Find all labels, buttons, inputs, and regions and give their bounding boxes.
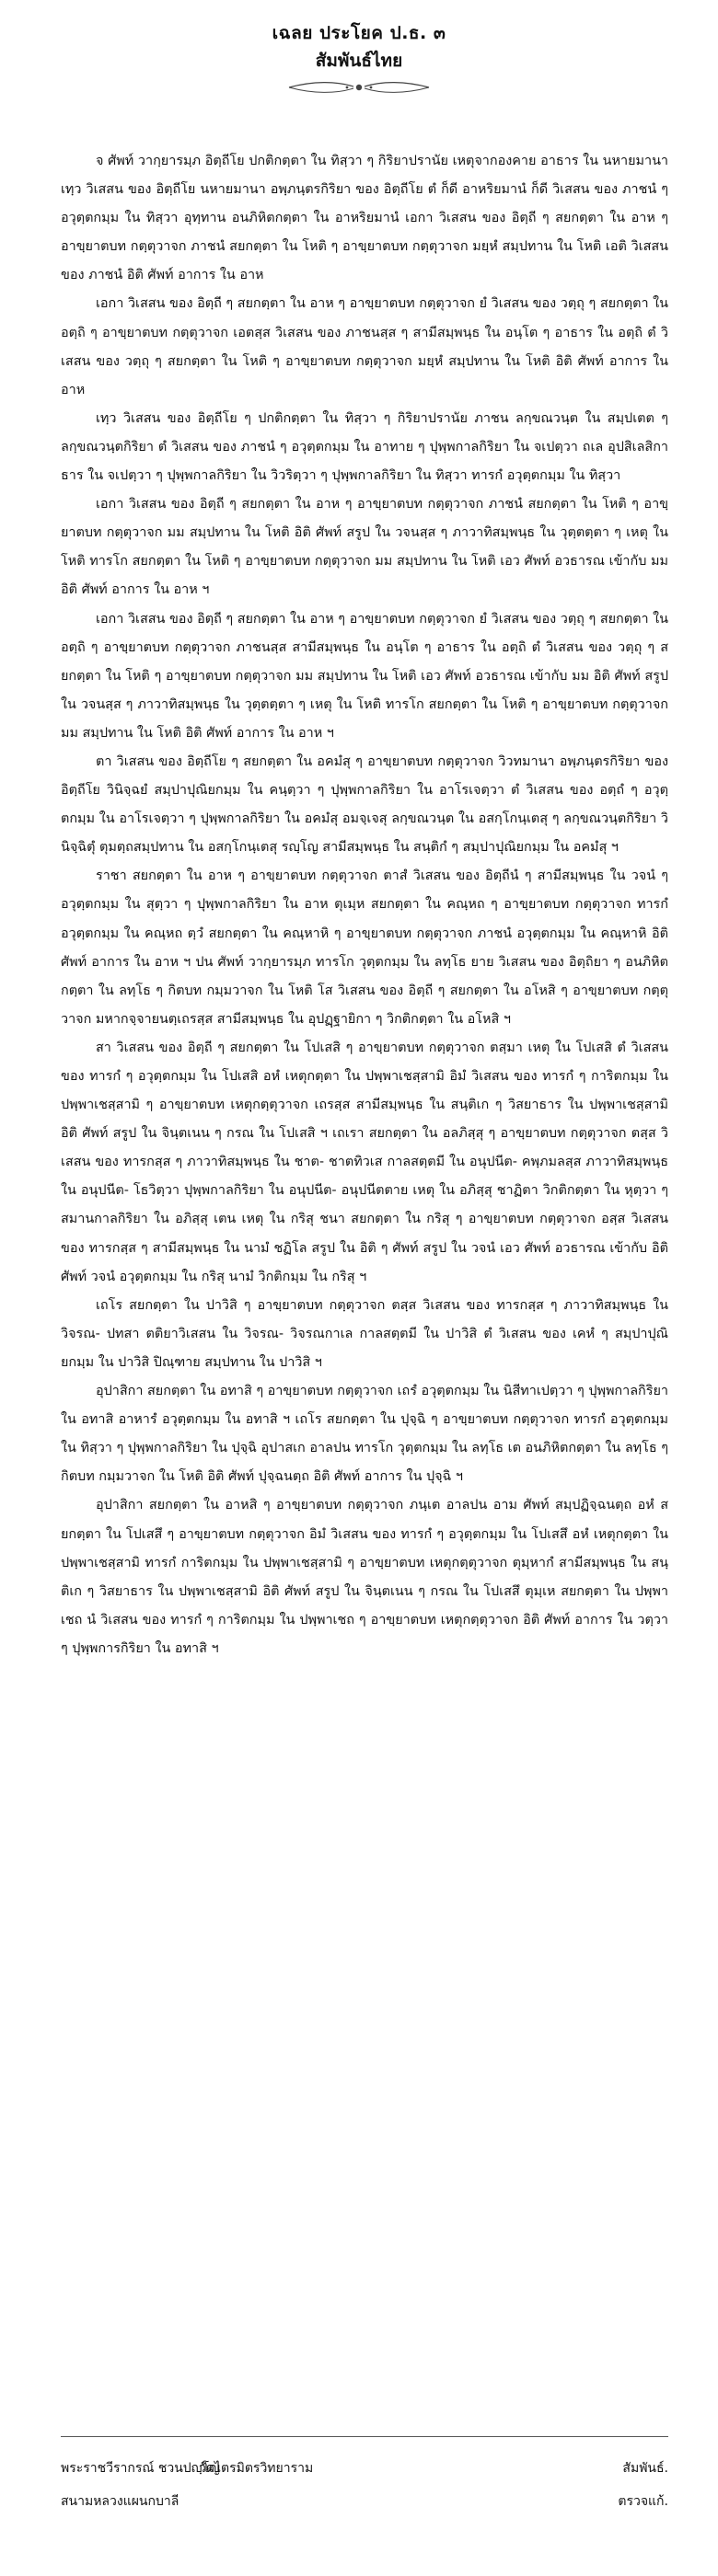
- page-title: เฉลย ประโยค ป.ธ. ๓: [272, 23, 446, 43]
- paragraph: เถโร สยกตฺตา ใน ปาวิสิ ๆ อาขฺยาตบท กตฺตุวาจก ตสฺส วิเสสน ของ ทารกสฺส ๆ ภาวาทิสมฺพนฺธ ใน วิจรณ- ปทสา ตติยาวิเสสน ใน วิจรณ- วิจรณกาเล กาลสตฺตมี ใน ปาวิสิ ตํ วิเสสน ของ เคหํ ๆ สมฺปาปุณิยกมฺม ใน ปาวิสิ ปิณฺฑาย สมฺปทาน ใน ปาวิสิ ฯ: [61, 1297, 668, 1370]
- paragraph: สา วิเสสน ของ อิตฺถี ๆ สยกตฺตา ใน โปเสสิ ๆ อาขฺยาตบท กตฺตุวาจก ตสฺมา เหตุ ใน โปเสสิ ตํ วิเสสน ของ ทารกํ ๆ อวุตฺตกมฺม ใน โปเสสิ อหํ เหตุกตฺตา ใน ปพฺพาเชสฺสามิ อิมํ วิเสสน ของ ทารกํ ๆ การิตกมฺม ใน ปพฺพาเชสฺสามิ ๆ อาขฺยาตบท เหตุกตฺตุวาจก เถรสฺส สามีสมฺพนฺธ ใน สนฺติเก ๆ วิสยาธาร ใน ปพฺพาเชสฺสามิ อิติ ศัพท์ สรูป ใน จินฺตเนน ๆ กรณ ใน โปเสสิ ฯ เถเรา สยกตฺตา ใน อลภิสฺสุ ๆ อาขฺยาตบท กตฺตุวาจก ตสฺส วิเสสน ของ ทารกสฺส ๆ ภาวาทิสมฺพนฺธ ใน ชาต- ชาตทิวเส กาลสตฺตมี ใน อนุปนีต- คพฺภมลสฺส ภาวาทิสมฺพนฺธ ใน อนุปนีต- โธวิตฺวา ปุพฺพกาลกิริยา ใน อนุปนีต- อนุปนีตตาย เหตุ ใน อภิสฺสุ ชาฏิตา วิกติกตฺตา ใน หุตฺวา ๆ สมานกาลกิริยา ใน อภิสฺสุ เตน เหตุ ใน กริสุ ชนา สยกตฺตา ใน กริสุ ๆ อาขฺยาตบท กตฺตุวาจก อสฺส วิเสสน ของ ทารกสฺส ๆ สามีสมฺพนฺธ ใน นามํ ชฏิโล สรูป ใน อิติ ๆ ศัพท์ สรูป ใน วจนํ เอว ศัพท์ อวธารณ เข้ากับ อิติ ศัพท์ วจนํ อวุตฺตกมฺม ใน กริสุ นามํ วิกติกมฺม ใน กริสุ ฯ: [61, 1040, 668, 1284]
- author-temple: วัดไตรมิตรวิทยาราม: [199, 2461, 314, 2476]
- footer-row-signature: [61, 2453, 668, 2486]
- document-footer: [61, 2453, 668, 2519]
- paragraph: ตา วิเสสน ของ อิตฺถีโย ๆ สยกตฺตา ใน อคมํสุ ๆ อาขฺยาตบท กตฺตุวาจก วิวทมานา อพฺภนฺตรกิริยา ของ อิตฺถีโย วินิจฺฉยํ สมฺปาปุณิยกมฺม ใน คนฺตฺวา ๆ ปุพฺพกาลกิริยา ใน อาโรเจตฺวา ตํ วิเสสน ของ อตฺถํ ๆ อวุตฺตกมฺม ใน อาโรเจตฺวา ๆ ปุพฺพกาลกิริยา ใน อคมํสุ อมจฺเจสุ ลกฺขณวนฺต ใน อสกฺโกนฺเตสุ ๆ ลกฺขณวนฺตกิริยา วินิจฺฉิตุํ ตุมตฺถสมฺปทาน ใน อสกฺโกนฺเตสุ รญฺโญ สามีสมฺพนฺธ ใน สนฺติกํ ๆ สมฺปาปุณิยกมฺม ใน อคมํสุ ฯ: [61, 753, 668, 856]
- author-name: พระราชวีรากรณ์ ชวนปญฺโญ: [61, 2461, 221, 2476]
- paragraph: จ ศัพท์ วากฺยารมฺภ อิตฺถีโย ปกติกตฺตา ใน ทิสฺวา ๆ กิริยาปรานัย เหตุจากองคาย อาธาร ใน นหายมานา เทฺว วิเสสน ของ อิตฺถีโย นหายมานา อพฺภนฺตรกิริยา ของ อิตฺถีโย ตํ ก็ดี อาหริยมานํ ก็ดี วิเสสน ของ ภาชนํ ๆ อวุตฺตกมฺม ใน ทิสฺวา อุทฺทาน อนภิหิตกตฺตา ใน อาหริยมานํ เอกา วิเสสน ของ อิตฺถี ๆ สยกตฺตา ใน อาห ๆ อาขฺยาตบท กตฺตุวาจก ภาชนํ สยกตฺตา ใน โหติ ๆ อาขฺยาตบท กตฺตุวาจก มยฺหํ สมฺปทาน ใน โหติ เอติ วิเสสน ของ ภาชนํ อิติ ศัพท์ อาการ ใน อาห: [61, 154, 668, 283]
- paragraph: เทฺว วิเสสน ของ อิตฺถีโย ๆ ปกติกตฺตา ใน ทิสฺวา ๆ กิริยาปรานัย ภาชน ลกฺขณวนฺต ใน สมฺปเตต ๆ ลกฺขณวนฺตกิริยา ตํ วิเสสน ของ ภาชนํ ๆ อวุตฺตกมฺม ใน อาทาย ๆ ปุพฺพกาลกิริยา ใน จเปตฺวา ถเล อุปสิเลสิกาธาร ใน จเปตฺวา ๆ ปุพฺพกาลกิริยา ใน วิวริตฺวา ๆ ปุพฺพกาลกิริยา ใน ทิสฺวา ทารกํ อวุตฺตกมฺม ใน ทิสฺวา: [61, 410, 668, 484]
- role-label-relation: สัมพันธ์.: [622, 2461, 668, 2476]
- document-body: [61, 147, 668, 1663]
- role-label-checked: ตรวจแก้.: [618, 2494, 668, 2509]
- paragraph: ราชา สยกตฺตา ใน อาห ๆ อาขฺยาตบท กตฺตุวาจก ตาสํ วิเสสน ของ อิตฺถีนํ ๆ สามีสมฺพนฺธ ใน วจนํ ๆ อวุตฺตกมฺม ใน สุตฺวา ๆ ปุพฺพกาลกิริยา ใน อาห ตุเมฺห สยกตฺตา ใน คณฺหถ ๆ อาขฺยาตบท กตฺตุวาจก ทารกํ อวุตฺตกมฺม ใน คณฺหถ ตฺวํ สยกตฺตา ใน คณฺหาหิ ๆ อาขฺยาตบท กตฺตุวาจก ภาชนํ อวุตฺตกมฺม ใน คณฺหาหิ อิติ ศัพท์ อาการ ใน อาห ฯ ปน ศัพท์ วากฺยารมฺภ ทารโก วุตฺตกมฺม ใน ลทฺโธ ยาย วิเสสน ของ อิตฺถิยา ๆ อนภิหิตกตฺตา ใน ลทฺโธ ๆ กิตบท กมฺมวาจก ใน โหติ โส วิเสสน ของ อิตฺถี ๆ สยกตฺตา ใน อโหสิ ๆ อาขฺยาตบท กตฺตุวาจก มหากจฺจายนตฺเถรสฺส สามีสมฺพนฺธ ใน อุปฏฺฐายิกา ๆ วิกติกตฺตา ใน อโหสิ ฯ: [61, 868, 668, 1027]
- footer-divider: [61, 2436, 668, 2437]
- paragraph: เอกา วิเสสน ของ อิตฺถี ๆ สยกตฺตา ใน อาห ๆ อาขฺยาตบท กตฺตุวาจก ยํ วิเสสน ของ วตฺถุ ๆ สยกตฺตา ใน อตฺถิ ๆ อาขฺยาตบท กตฺตุวาจก ภาชนสฺส สามีสมฺพนฺธ ใน อนฺโต ๆ อาธาร ใน อตฺถิ ตํ วิเสสน ของ วตฺถุ ๆ สยกตฺตา ใน โหติ ๆ อาขฺยาตบท กตฺตุวาจก มม สมฺปทาน ใน โหติ เอว ศัพท์ อวธารณ เข้ากับ มม อิติ ศัพท์ สรูป ใน วจนสฺส ๆ ภาวาทิสมฺพนฺธ ใน วุตฺตตฺตา ๆ เหตุ ใน โหติ ทารโก สยกตฺตา ใน โหติ ๆ อาขฺยาตบท กตฺตุวาจก มม สมฺปทาน ใน โหติ อิติ ศัพท์ อาการ ใน อาห ฯ: [61, 611, 668, 741]
- paragraph: เอกา วิเสสน ของ อิตฺถี ๆ สยกตฺตา ใน อาห ๆ อาขฺยาตบท กตฺตุวาจก ยํ วิเสสน ของ วตฺถุ ๆ สยกตฺตา ใน อตฺถิ ๆ อาขฺยาตบท กตฺตุวาจก เอตสฺส วิเสสน ของ ภาชนสฺส ๆ สามีสมฺพนฺธ ใน อนฺโต ๆ อาธาร ใน อตฺถิ ตํ วิเสสน ของ วตฺถุ ๆ สยกตฺตา ใน โหติ ๆ อาขฺยาตบท กตฺตุวาจก มยฺหํ สมฺปทาน ใน โหติ อิติ ศัพท์ อาการ ใน อาห: [61, 296, 668, 397]
- office-name: สนามหลวงแผนกบาลี: [61, 2494, 180, 2509]
- paragraph: อุปาสิกา สยกตฺตา ใน อาหสิ ๆ อาขฺยาตบท กตฺตุวาจก ภนฺเต อาลปน อาม ศัพท์ สมฺปฏิจฺฉนตฺถ อหํ สยกตฺตา ใน โปเสสึ ๆ อาขฺยาตบท กตฺตุวาจก อิมํ วิเสสน ของ ทารกํ ๆ อวุตฺตกมฺม ใน โปเสสึ อหํ เหตุกตฺตา ใน ปพฺพาเชสฺสามิ ทารกํ การิตกมฺม ใน ปพฺพาเชสฺสามิ ๆ อาขฺยาตบท เหตุกตฺตุวาจก ตุมฺหากํ สามีสมฺพนฺธ ใน สนฺติเก ๆ วิสยาธาร ใน ปพฺพาเชสฺสามิ อิติ ศัพท์ สรูป ใน จินฺตเนน ๆ กรณ ใน โปเสสึ ตุมฺเห สยกตฺตา ใน ปพฺพาเชถ นํ วิเสสน ของ ทารกํ ๆ การิตกมฺม ใน ปพฺพาเชถ ๆ อาขฺยาตบท เหตุกตฺตุวาจก อิติ ศัพท์ อาการ ใน วตฺวา ๆ ปุพฺพการกิริยา ใน อทาสิ ฯ: [61, 1498, 668, 1656]
- ornament-divider-icon: [285, 79, 433, 96]
- footer-row-office: [61, 2486, 668, 2519]
- document-header: [0, 20, 718, 96]
- paragraph: อุปาสิกา สยกตฺตา ใน อทาสิ ๆ อาขฺยาตบท กตฺตุวาจก เถรํ อวุตฺตกมฺม ใน นิสีทาเปตฺวา ๆ ปุพฺพกาลกิริยา ใน อทาสิ อาหารํ อวุตฺตกมฺม ใน อทาสิ ฯ เถโร สยกตฺตา ใน ปุจฺฉิ ๆ อาขฺยาตบท กตฺตุวาจก ทารกํ อวุตฺตกมฺม ใน ทิสฺวา ๆ ปุพฺพกาลกิริยา ใน ปุจฺฉิ อุปาสเก อาลปน ทารโก วุตฺตกมฺม ใน ลทฺโธ เต อนภิหิตกตฺตา ใน ลทฺโธ ๆ กิตบท กมฺมวาจก ใน โหติ อิติ ศัพท์ ปุจฺฉนตฺถ อิติ ศัพท์ อาการ ใน ปุจฺฉิ ฯ: [61, 1384, 668, 1485]
- page-subtitle: สัมพันธ์ไทย: [315, 51, 403, 71]
- paragraph: เอกา วิเสสน ของ อิตฺถี ๆ สยกตฺตา ใน อาห ๆ อาขฺยาตบท กตฺตุวาจก ภาชนํ สยกตฺตา ใน โหติ ๆ อาขฺยาตบท กตฺตุวาจก มม สมฺปทาน ใน โหติ อิติ ศัพท์ สรูป ใน วจนสฺส ๆ ภาวาทิสมฺพนฺธ ใน วุตฺตตฺตา ๆ เหตุ ใน โหติ ทารโก สยกตฺตา ใน โหติ ๆ อาขฺยาตบท กตฺตุวาจก มม สมฺปทาน ใน โหติ เอว ศัพท์ อวธารณ เข้ากับ มม อิติ ศัพท์ อาการ ใน อาห ฯ: [61, 497, 668, 598]
